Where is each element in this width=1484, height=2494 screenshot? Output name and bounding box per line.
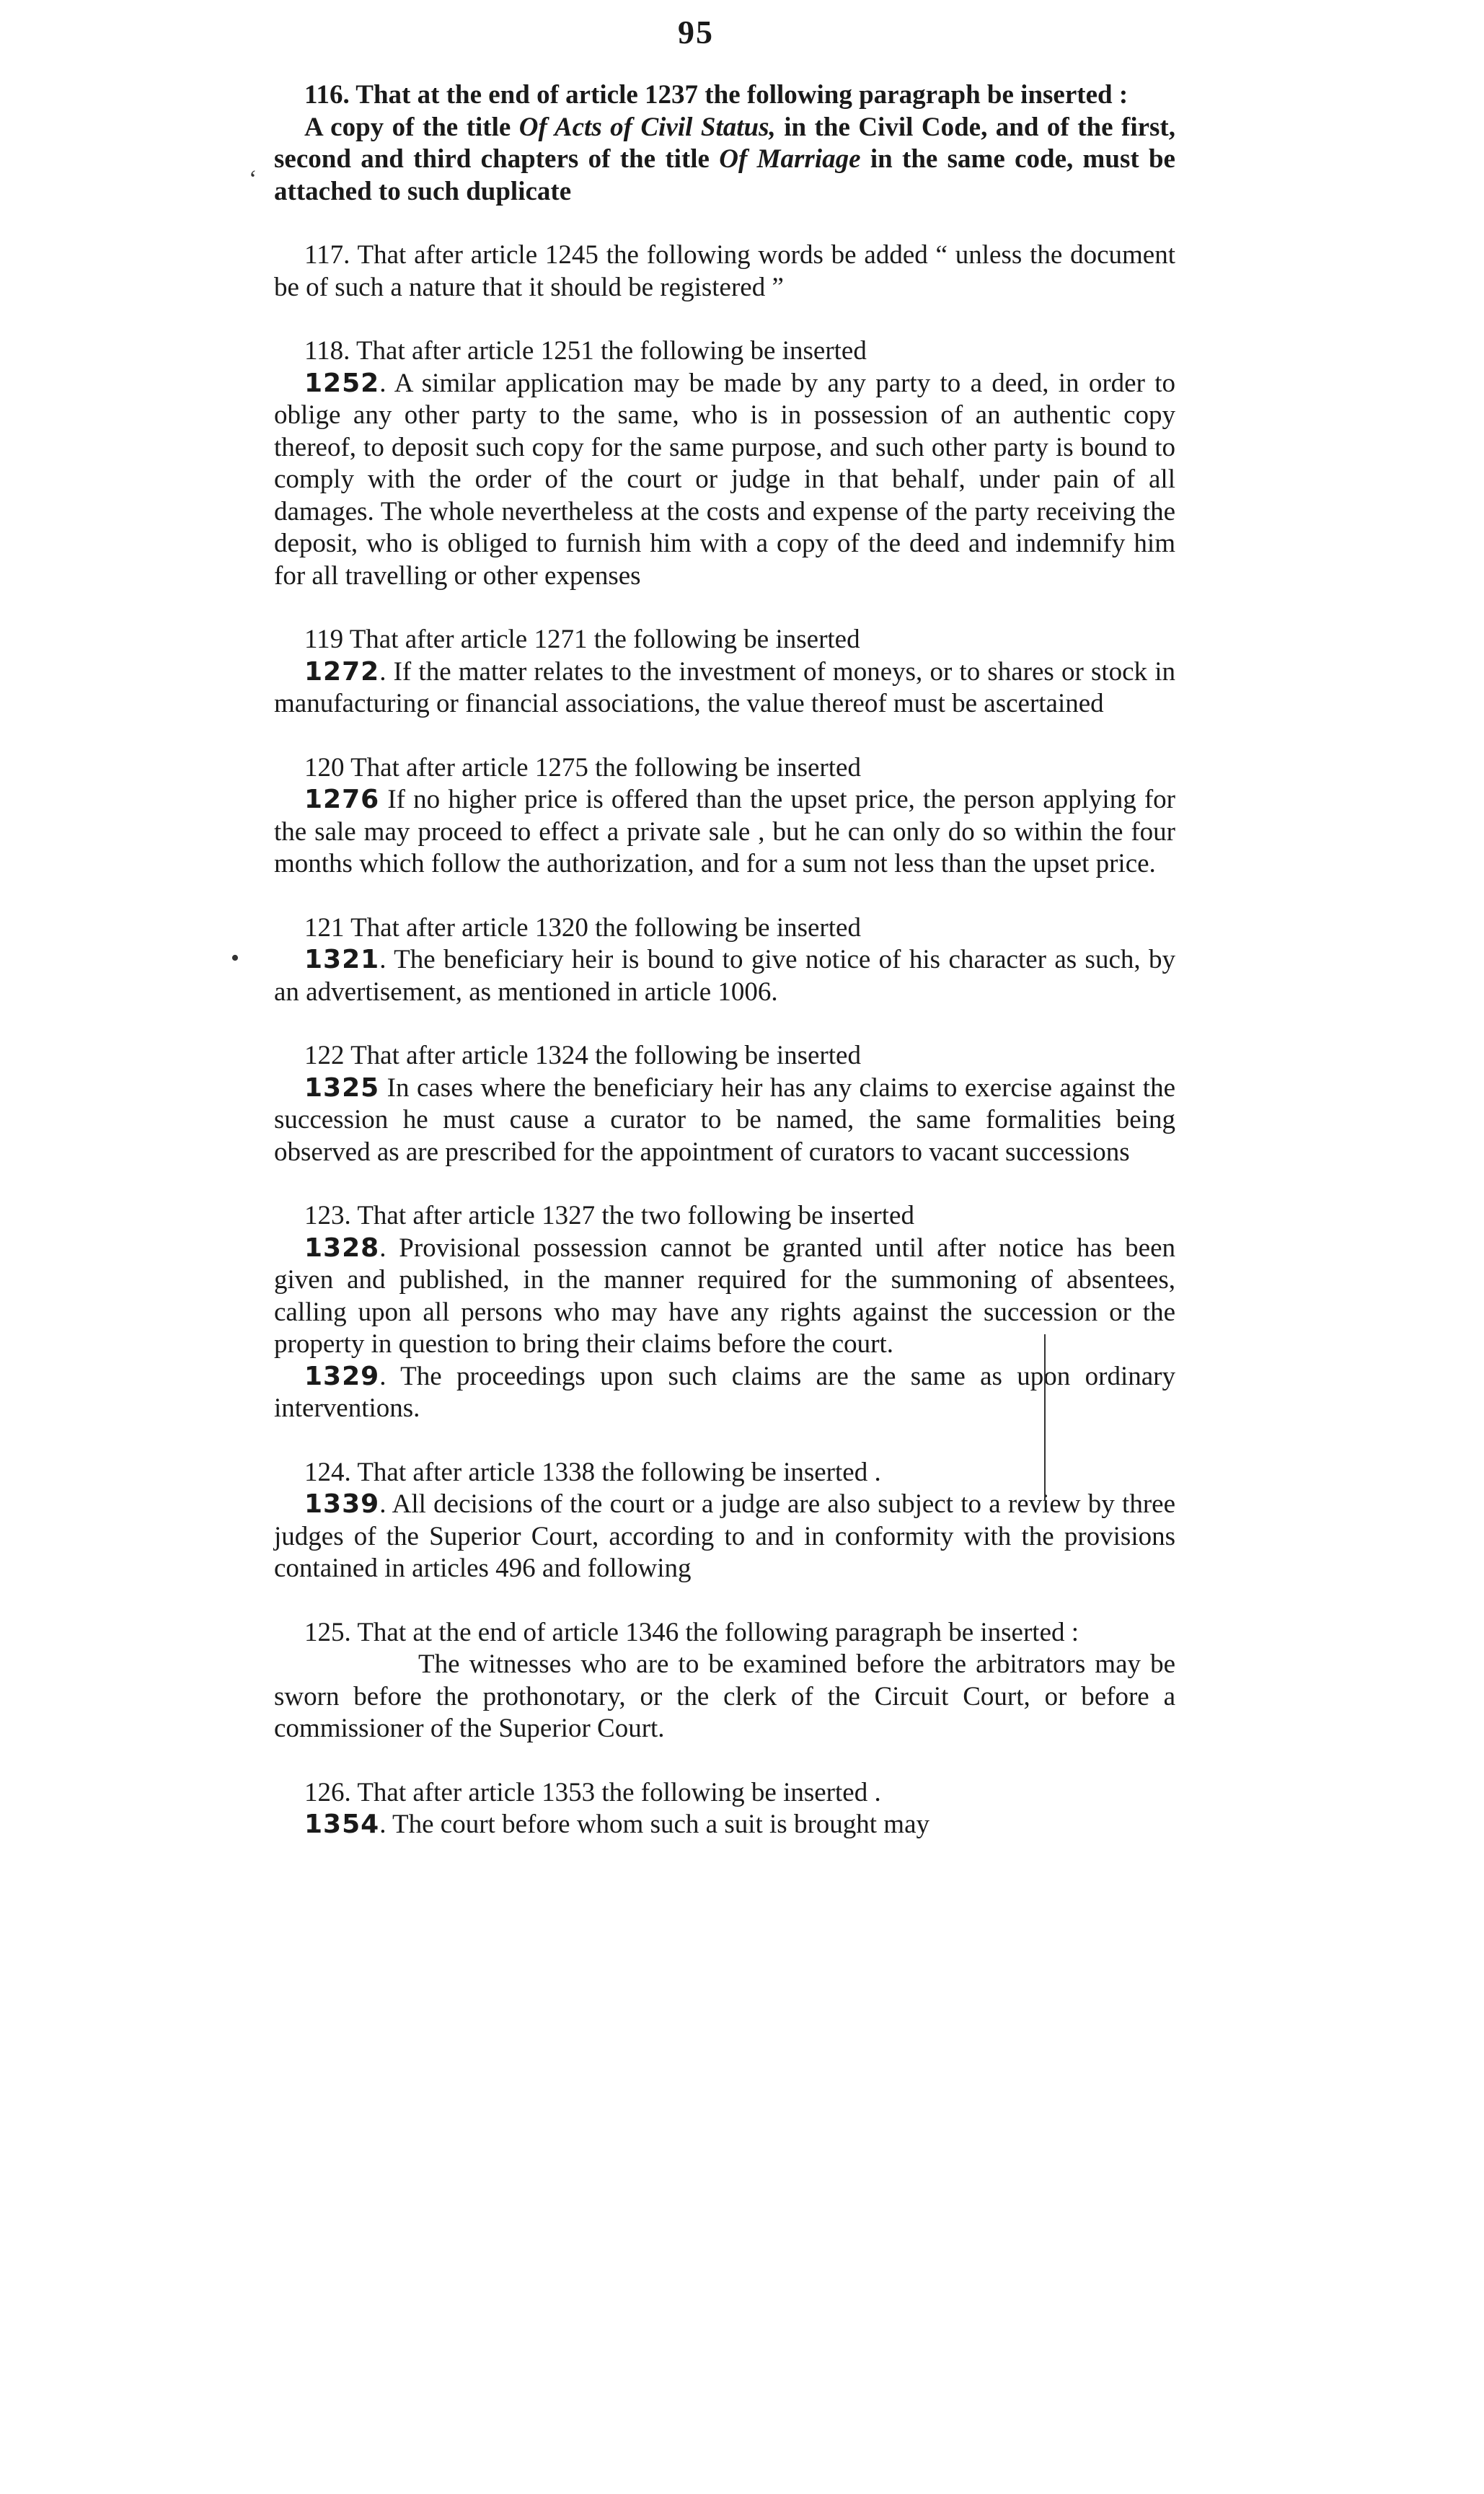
title-reference: Of Marriage	[719, 144, 861, 174]
paragraph-text: . If the matter relates to the investment of moneys, or to shares or stock in manufacturing or financial associations, the value thereof must be ascertained	[274, 656, 1175, 718]
section-heading: 122 That after article 1324 the following be inserted	[304, 1041, 861, 1070]
section-119	[274, 624, 1175, 721]
section-118	[274, 335, 1175, 592]
article-number: 1272	[304, 656, 380, 687]
section-heading: 126. That after article 1353 the following be inserted .	[304, 1777, 881, 1807]
section-paragraph	[274, 1649, 1175, 1745]
section-paragraph	[274, 1809, 1175, 1841]
document-page	[231, 0, 1175, 2494]
article-number: 1325	[304, 1072, 380, 1103]
stray-ink-mark: ‘	[249, 166, 257, 193]
paragraph-text: . Provisional possession cannot be granted until after notice has been given and published, in the manner required for the summoning of absentees, calling upon all persons who may have any rights against the succession or the property in question to bring their claims before the court.	[274, 1233, 1175, 1359]
paragraph-text: in the same code, must be attached to such duplicate	[274, 144, 1175, 206]
section-121	[274, 912, 1175, 1009]
paragraph-text: The witnesses who are to be examined before the arbitrators may be sworn before the prothonotary, or the clerk of the Circuit Court, or before a commissioner of the Superior Court.	[274, 1649, 1175, 1743]
section-heading: 123. That after article 1327 the two following be inserted	[304, 1201, 914, 1230]
section-heading: 121 That after article 1320 the following be inserted	[304, 912, 861, 943]
section-paragraph	[274, 656, 1175, 721]
paragraph-text: . The court before whom such a suit is brought may	[379, 1810, 930, 1839]
section-paragraph	[274, 1361, 1175, 1425]
article-number: 1354	[304, 1810, 380, 1839]
section-paragraph	[274, 1489, 1175, 1585]
article-number: 1329	[304, 1361, 380, 1391]
article-number: 1339	[304, 1489, 380, 1519]
page-number: 95	[678, 14, 714, 50]
section-heading: 119 That after article 1271 the following be inserted	[304, 625, 860, 654]
section-125	[274, 1617, 1175, 1745]
section-paragraph	[274, 784, 1175, 881]
section-120	[274, 752, 1175, 881]
section-123	[274, 1200, 1175, 1425]
section-heading: 118. That after article 1251 the following be inserted	[304, 336, 867, 366]
paragraph-text: . All decisions of the court or a judge are also subject to a review by three judges of the Superior Court, according to and in conformity with the provisions contained in articles 496 and following	[274, 1489, 1175, 1583]
article-number: 1252	[304, 368, 380, 398]
section-paragraph	[274, 112, 1175, 208]
section-paragraph	[274, 944, 1175, 1008]
document-body	[274, 79, 1175, 1841]
section-heading: 120 That after article 1275 the following be inserted	[304, 752, 861, 783]
section-heading: 117. That after article 1245 the following words be added “ unless the document be of such a nature that it should be registered ”	[274, 240, 1175, 302]
section-heading: 124. That after article 1338 the following be inserted .	[304, 1457, 881, 1487]
stray-ink-mark: •	[231, 945, 239, 971]
paragraph-text: In cases where the beneficiary heir has any claims to exercise against the succession he must cause a curator to be named, the same formalities being observed as are prescribed for the appointment of curators to vacant successions	[274, 1072, 1175, 1167]
paragraph-text: If no higher price is offered than the upset price, the person applying for the sale may proceed to effect a private sale , but he can only do so within the four months which follow the authorization, and for a sum not less than the upset price.	[274, 785, 1175, 878]
section-117	[274, 239, 1175, 304]
section-122	[274, 1040, 1175, 1168]
article-number: 1321	[304, 945, 380, 974]
section-126	[274, 1777, 1175, 1841]
article-number: 1328	[304, 1233, 380, 1263]
section-paragraph	[274, 1072, 1175, 1169]
section-124	[274, 1457, 1175, 1585]
paragraph-text: . A similar application may be made by any party to a deed, in order to oblige any other party to the same, who is in possession of an authentic copy thereof, to deposit such copy for the same purpose, and such other party is bound to comply with the order of the court or judge in that behalf, under pain of all damages. The whole nevertheless at the costs and expense of the party receiving the deposit, who is obliged to furnish him with a copy of the deed and indemnify him for all travelling or other expenses	[274, 368, 1175, 591]
margin-bracket-mark	[1044, 1334, 1046, 1500]
paragraph-text: . The proceedings upon such claims are the same as upon ordinary interventions.	[274, 1361, 1175, 1423]
paragraph-text: A copy of the title	[304, 112, 519, 142]
paragraph-text: . The beneficiary heir is bound to give notice of his character as such, by an advertisement, as mentioned in article 1006.	[274, 945, 1175, 1007]
title-reference: Of Acts of Civil Status,	[518, 112, 776, 142]
section-paragraph	[274, 1233, 1175, 1361]
paragraph-text: in the Civil Code, and of the first, second and third chapters of the title	[274, 112, 1175, 174]
article-number: 1276	[304, 785, 380, 814]
section-paragraph	[274, 368, 1175, 593]
section-116	[274, 79, 1175, 208]
section-heading: 125. That at the end of article 1346 the following paragraph be inserted :	[304, 1617, 1079, 1647]
section-heading: 116. That at the end of article 1237 the following paragraph be inserted :	[304, 80, 1129, 110]
